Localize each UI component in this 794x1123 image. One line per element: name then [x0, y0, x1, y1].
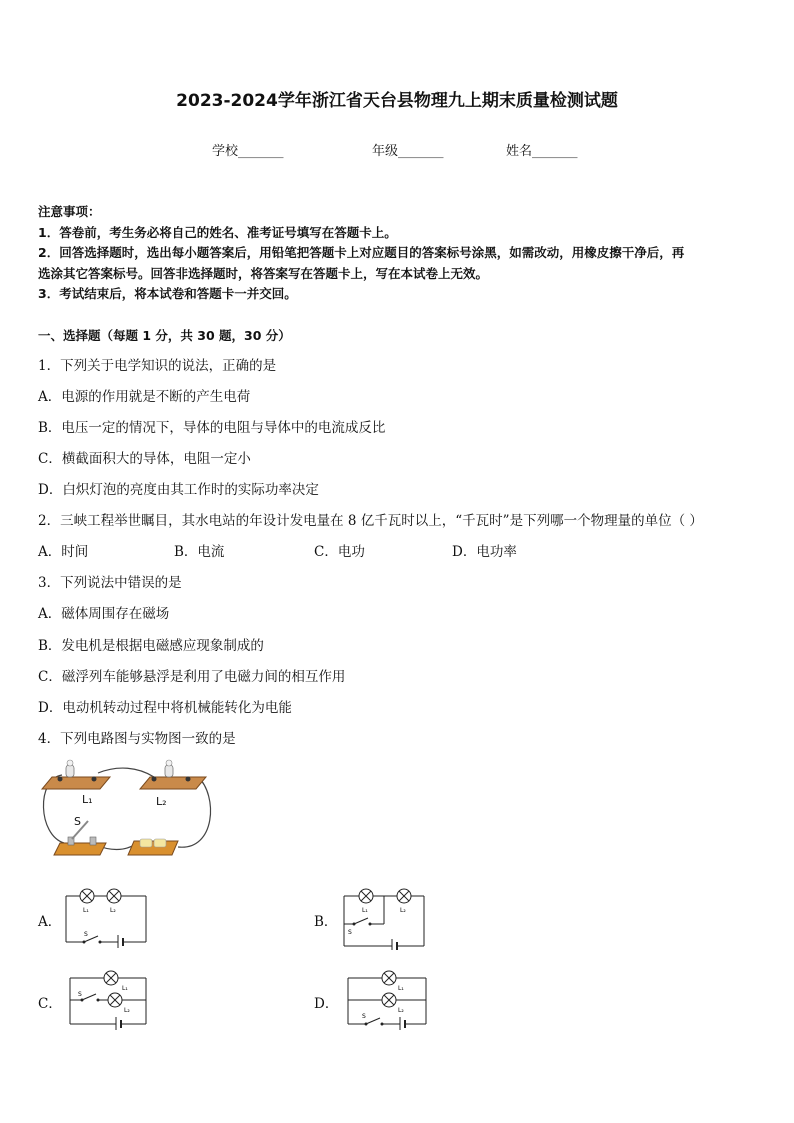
- q2-option-b: B．电流: [174, 544, 225, 560]
- circuit-c-label-l2: L₂: [124, 1007, 130, 1014]
- q2-option-d: D．电功率: [452, 544, 517, 560]
- q4-option-a-letter: A．: [38, 914, 62, 930]
- apparatus-photo: [38, 755, 218, 867]
- q1-stem: 1．下列关于电学知识的说法，正确的是: [38, 358, 277, 374]
- circuit-b-label-l2: L₂: [400, 907, 406, 914]
- circuit-a-label-l1: L₁: [83, 907, 89, 914]
- photo-label-s: S: [74, 815, 81, 828]
- school-field: 学校_______: [212, 144, 284, 159]
- q3-option-b: B．发电机是根据电磁感应现象制成的: [38, 638, 264, 654]
- q3-option-d: D．电动机转动过程中将机械能转化为电能: [38, 700, 292, 716]
- notes-block: [38, 202, 760, 305]
- note-item: 选涂其它答案标号。回答非选择题时，将答案写在答题卡上，写在本试卷上无效。: [38, 265, 489, 281]
- circuit-a-label-l2: L₂: [110, 907, 116, 914]
- q2-option-c: C．电功: [314, 544, 365, 560]
- circuit-b-label-l1: L₁: [362, 907, 368, 914]
- circuit-a-label-s: S: [84, 931, 88, 938]
- circuit-d-label-s: S: [362, 1013, 366, 1020]
- circuit-d: [344, 966, 432, 1030]
- q4-option-c-letter: C．: [38, 996, 62, 1012]
- q4-stem: 4．下列电路图与实物图一致的是: [38, 731, 236, 747]
- circuit-b: [340, 884, 430, 950]
- section-title: 一、选择题（每题 1 分，共 30 题，30 分）: [38, 328, 291, 343]
- circuit-d-label-l1: L₁: [398, 985, 404, 992]
- circuit-c-label-s: S: [78, 991, 82, 998]
- q1-option-c: C．横截面积大的导体，电阻一定小: [38, 451, 251, 467]
- photo-label-l2: L₂: [156, 795, 167, 808]
- note-item: 3．考试结束后，将本试卷和答题卡一并交回。: [38, 286, 297, 301]
- note-item: 2．回答选择题时，选出每小题答案后，用铅笔把答题卡上对应题目的答案标号涂黑，如需改动，用橡皮擦干净后，再: [38, 245, 685, 260]
- battery-holder: [128, 839, 178, 855]
- q4-option-b-letter: B．: [314, 914, 338, 930]
- q2-stem: 2．三峡工程举世瞩目，其水电站的年设计发电量在 8 亿千瓦时以上，“千瓦时”是下列哪一个物理量的单位（ ）: [38, 513, 703, 529]
- photo-label-l1: L₁: [82, 793, 93, 806]
- q4-option-d-letter: D．: [314, 996, 339, 1012]
- name-field: 姓名_______: [506, 144, 578, 159]
- q1-option-d: D．白炽灯泡的亮度由其工作时的实际功率决定: [38, 482, 319, 498]
- circuit-c: [66, 966, 152, 1030]
- q1-option-b: B．电压一定的情况下，导体的电阻与导体中的电流成反比: [38, 420, 386, 436]
- page-title: 2023-2024学年浙江省天台县物理九上期末质量检测试题: [176, 91, 618, 111]
- q3-option-c: C．磁浮列车能够悬浮是利用了电磁力间的相互作用: [38, 669, 346, 685]
- circuit-a: [62, 884, 152, 948]
- q2-option-a: A．时间: [38, 544, 89, 560]
- grade-field: 年级_______: [372, 144, 444, 159]
- q1-option-a: A．电源的作用就是不断的产生电荷: [38, 389, 251, 405]
- q3-option-a: A．磁体周围存在磁场: [38, 606, 170, 622]
- lamp-board-l1: [42, 760, 110, 789]
- note-item: 1．答卷前，考生务必将自己的姓名、准考证号填写在答题卡上。: [38, 224, 397, 240]
- circuit-c-label-l1: L₁: [122, 985, 128, 992]
- circuit-b-label-s: S: [348, 929, 352, 936]
- circuit-d-label-l2: L₂: [398, 1007, 404, 1014]
- q3-stem: 3．下列说法中错误的是: [38, 575, 182, 591]
- notes-heading: 注意事项：: [38, 204, 101, 219]
